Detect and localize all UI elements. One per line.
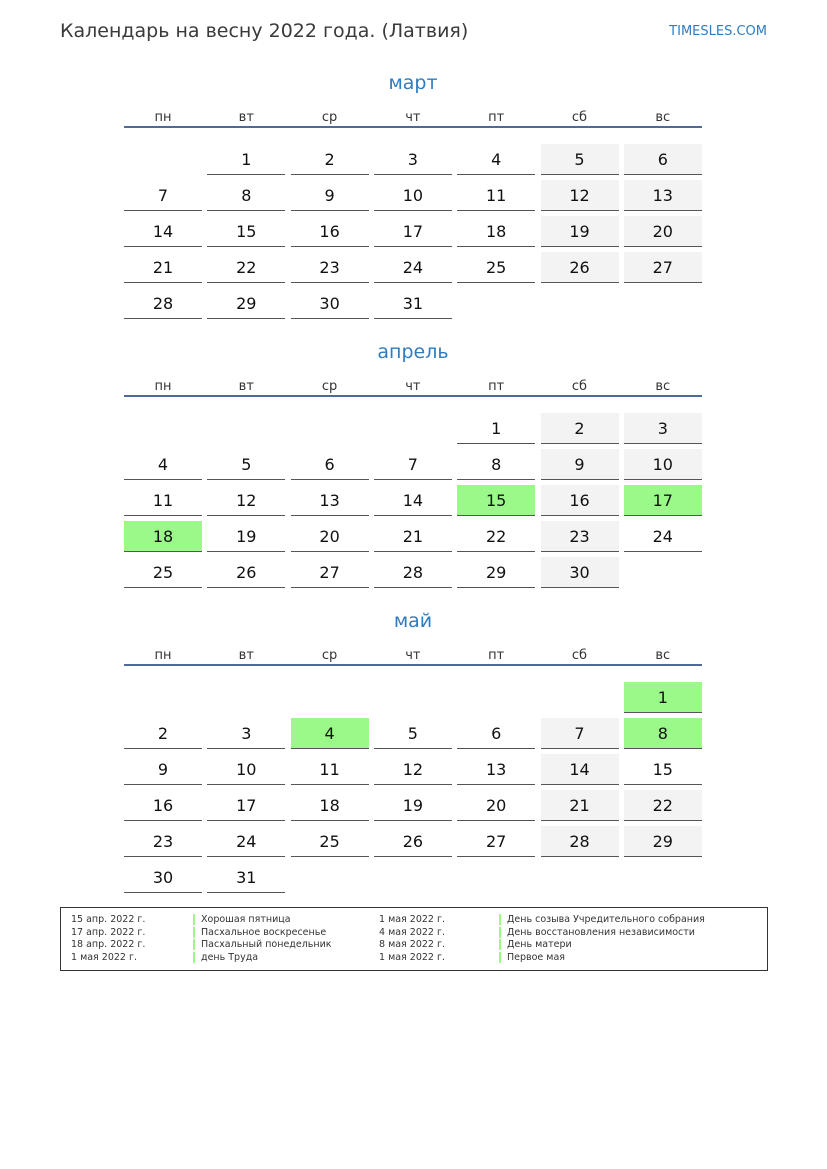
- day-cell[interactable]: 12: [207, 485, 285, 516]
- day-cell[interactable]: 12: [374, 754, 452, 785]
- day-cell[interactable]: 16: [541, 485, 619, 516]
- legend-name: Пасхальное воскресенье: [201, 926, 327, 938]
- day-cell[interactable]: 15: [624, 754, 702, 785]
- day-cell[interactable]: 23: [541, 521, 619, 552]
- month-name: март: [388, 72, 438, 94]
- day-cell[interactable]: 7: [541, 718, 619, 749]
- weekday-label: вт: [238, 648, 254, 663]
- day-cell[interactable]: 18: [124, 521, 202, 552]
- legend-date: 17 апр. 2022 г.: [71, 926, 146, 938]
- day-cell[interactable]: 1: [457, 413, 535, 444]
- day-cell[interactable]: 20: [624, 216, 702, 247]
- holiday-marker-icon: [193, 939, 195, 950]
- weekday-label: сб: [571, 110, 588, 125]
- weekday-label: ср: [321, 110, 338, 125]
- day-cell[interactable]: 26: [207, 557, 285, 588]
- weekday-label: пн: [154, 110, 172, 125]
- weekday-label: пн: [154, 379, 172, 394]
- day-cell[interactable]: 14: [374, 485, 452, 516]
- day-cell[interactable]: 20: [457, 790, 535, 821]
- day-cell[interactable]: 28: [374, 557, 452, 588]
- day-cell[interactable]: 17: [374, 216, 452, 247]
- day-cell[interactable]: 21: [124, 252, 202, 283]
- day-cell[interactable]: 25: [124, 557, 202, 588]
- day-cell[interactable]: 12: [541, 180, 619, 211]
- weekday-label: вс: [655, 648, 671, 663]
- day-cell[interactable]: 1: [624, 682, 702, 713]
- header-rule: [124, 664, 702, 666]
- page-title: Календарь на весну 2022 года. (Латвия): [60, 20, 469, 42]
- day-cell[interactable]: 2: [124, 718, 202, 749]
- holiday-marker-icon: [499, 927, 501, 938]
- weekday-label: сб: [571, 648, 588, 663]
- weekday-label: чт: [405, 379, 421, 394]
- legend-name: День матери: [507, 939, 572, 951]
- day-cell[interactable]: 22: [624, 790, 702, 821]
- day-cell[interactable]: 29: [457, 557, 535, 588]
- day-cell[interactable]: 27: [624, 252, 702, 283]
- legend-date: 18 апр. 2022 г.: [71, 939, 146, 951]
- weekday-label: вт: [238, 379, 254, 394]
- legend-name: Первое мая: [507, 952, 565, 964]
- day-cell[interactable]: 10: [207, 754, 285, 785]
- day-cell[interactable]: 11: [291, 754, 369, 785]
- month-2: [124, 610, 702, 910]
- day-cell[interactable]: 13: [457, 754, 535, 785]
- day-cell[interactable]: 16: [124, 790, 202, 821]
- weekday-label: вт: [238, 110, 254, 125]
- legend-item: [499, 951, 565, 964]
- month-name: май: [393, 610, 433, 632]
- day-cell[interactable]: 22: [207, 252, 285, 283]
- month-0: [124, 72, 702, 372]
- month-name: апрель: [377, 341, 449, 363]
- weekday-label: ср: [321, 379, 338, 394]
- weekday-label: пт: [488, 379, 505, 394]
- weekday-label: вс: [655, 110, 671, 125]
- legend-name: День восстановления независимости: [507, 926, 695, 938]
- legend-name: день Труда: [201, 952, 259, 964]
- day-cell[interactable]: 9: [291, 180, 369, 211]
- day-cell[interactable]: 18: [291, 790, 369, 821]
- legend-item: [499, 938, 572, 951]
- holiday-marker-icon: [499, 939, 501, 950]
- holiday-marker-icon: [193, 914, 195, 925]
- header-rule: [124, 126, 702, 128]
- holiday-legend: [60, 907, 768, 971]
- day-cell[interactable]: 7: [374, 449, 452, 480]
- legend-date: 8 мая 2022 г.: [379, 939, 445, 951]
- weekday-label: пт: [488, 648, 505, 663]
- day-cell[interactable]: 29: [624, 826, 702, 857]
- day-cell[interactable]: 18: [457, 216, 535, 247]
- day-cell[interactable]: 29: [207, 288, 285, 319]
- day-cell[interactable]: 30: [541, 557, 619, 588]
- day-cell[interactable]: 11: [457, 180, 535, 211]
- day-cell[interactable]: 16: [291, 216, 369, 247]
- day-cell[interactable]: 26: [374, 826, 452, 857]
- day-cell[interactable]: 30: [124, 862, 202, 893]
- day-cell[interactable]: 3: [207, 718, 285, 749]
- day-cell[interactable]: 25: [457, 252, 535, 283]
- day-cell[interactable]: 25: [291, 826, 369, 857]
- legend-item: [193, 938, 332, 951]
- day-cell[interactable]: 8: [624, 718, 702, 749]
- legend-date: 4 мая 2022 г.: [379, 926, 445, 938]
- day-cell[interactable]: 5: [541, 144, 619, 175]
- holiday-marker-icon: [499, 914, 501, 925]
- day-cell[interactable]: 24: [374, 252, 452, 283]
- day-cell[interactable]: 9: [124, 754, 202, 785]
- day-cell[interactable]: 24: [624, 521, 702, 552]
- day-cell[interactable]: 21: [374, 521, 452, 552]
- day-cell[interactable]: 30: [291, 288, 369, 319]
- day-cell[interactable]: 6: [457, 718, 535, 749]
- holiday-marker-icon: [499, 952, 501, 963]
- day-cell[interactable]: 17: [624, 485, 702, 516]
- day-cell[interactable]: 6: [291, 449, 369, 480]
- day-cell[interactable]: 23: [291, 252, 369, 283]
- legend-name: Пасхальный понедельник: [201, 939, 332, 951]
- legend-item: [193, 913, 291, 926]
- day-cell[interactable]: 2: [291, 144, 369, 175]
- legend-date: 1 мая 2022 г.: [379, 914, 445, 925]
- day-cell[interactable]: 24: [207, 826, 285, 857]
- weekday-label: чт: [405, 110, 421, 125]
- day-cell[interactable]: 31: [207, 862, 285, 893]
- day-cell[interactable]: 22: [457, 521, 535, 552]
- header-rule: [124, 395, 702, 397]
- day-cell[interactable]: 10: [624, 449, 702, 480]
- day-cell[interactable]: 13: [624, 180, 702, 211]
- day-cell[interactable]: 28: [124, 288, 202, 319]
- day-cell[interactable]: 2: [541, 413, 619, 444]
- holiday-marker-icon: [193, 927, 195, 938]
- legend-item: [193, 926, 326, 939]
- day-cell[interactable]: 9: [541, 449, 619, 480]
- day-cell[interactable]: 7: [124, 180, 202, 211]
- day-cell[interactable]: 19: [374, 790, 452, 821]
- day-cell[interactable]: 4: [291, 718, 369, 749]
- weekday-label: чт: [405, 648, 421, 663]
- weekday-label: вс: [655, 379, 671, 394]
- day-cell[interactable]: 1: [207, 144, 285, 175]
- day-cell[interactable]: 17: [207, 790, 285, 821]
- day-cell[interactable]: 13: [291, 485, 369, 516]
- day-cell[interactable]: 4: [457, 144, 535, 175]
- day-cell[interactable]: 6: [624, 144, 702, 175]
- weekday-label: пт: [488, 110, 505, 125]
- day-cell[interactable]: 27: [457, 826, 535, 857]
- holiday-marker-icon: [193, 952, 195, 963]
- day-cell[interactable]: 23: [124, 826, 202, 857]
- weekday-label: ср: [321, 648, 338, 663]
- day-cell[interactable]: 5: [374, 718, 452, 749]
- day-cell[interactable]: 10: [374, 180, 452, 211]
- day-cell[interactable]: 14: [541, 754, 619, 785]
- day-cell[interactable]: 26: [541, 252, 619, 283]
- day-cell[interactable]: 31: [374, 288, 452, 319]
- day-cell[interactable]: 19: [207, 521, 285, 552]
- legend-item: [193, 951, 258, 964]
- legend-item: [499, 913, 705, 926]
- day-cell[interactable]: 15: [457, 485, 535, 516]
- legend-name: День созыва Учредительного собрания: [507, 914, 705, 925]
- day-cell[interactable]: 21: [541, 790, 619, 821]
- day-cell[interactable]: 14: [124, 216, 202, 247]
- weekday-label: сб: [571, 379, 588, 394]
- legend-date: 1 мая 2022 г.: [379, 952, 445, 964]
- day-cell[interactable]: 15: [207, 216, 285, 247]
- weekday-label: пн: [154, 648, 172, 663]
- day-cell[interactable]: 27: [291, 557, 369, 588]
- day-cell[interactable]: 3: [624, 413, 702, 444]
- day-cell[interactable]: 3: [374, 144, 452, 175]
- day-cell[interactable]: 11: [124, 485, 202, 516]
- legend-date: 1 мая 2022 г.: [71, 952, 137, 964]
- day-cell[interactable]: 20: [291, 521, 369, 552]
- day-cell[interactable]: 5: [207, 449, 285, 480]
- day-cell[interactable]: 8: [457, 449, 535, 480]
- legend-name: Хорошая пятница: [201, 914, 291, 925]
- day-cell[interactable]: 8: [207, 180, 285, 211]
- day-cell[interactable]: 28: [541, 826, 619, 857]
- legend-date: 15 апр. 2022 г.: [71, 914, 146, 925]
- day-cell[interactable]: 4: [124, 449, 202, 480]
- legend-item: [499, 926, 695, 939]
- brand-link[interactable]: TIMESLES.COM: [669, 24, 767, 39]
- day-cell[interactable]: 19: [541, 216, 619, 247]
- month-1: [124, 341, 702, 641]
